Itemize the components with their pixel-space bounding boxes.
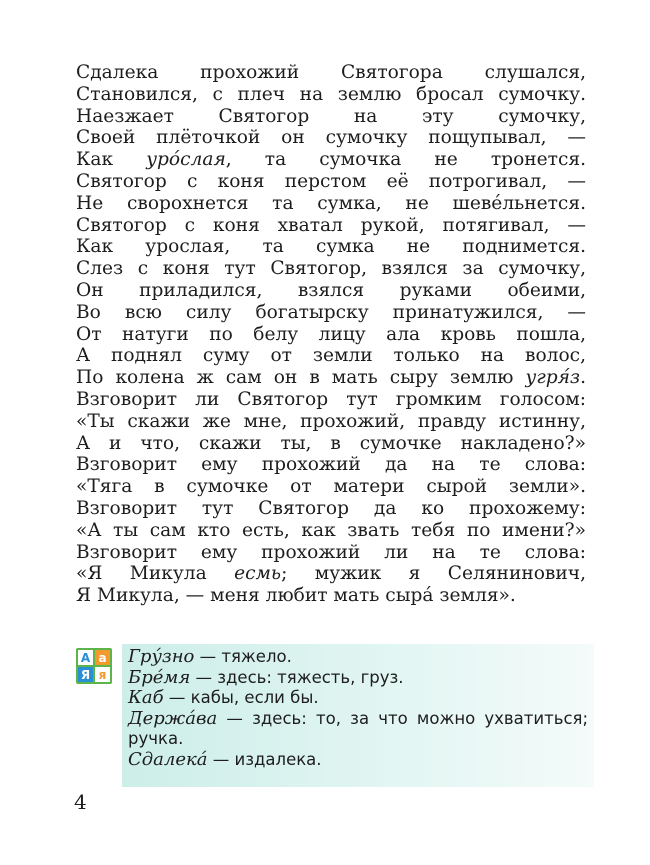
poem-line: Становился, с плеч на землю бросал сумочку.	[76, 83, 586, 105]
poem-line: По колена ж сам он в мать сыру землю угря́з.	[76, 367, 586, 389]
poem-line: Сдалека прохожий Святогора слушался,	[76, 62, 586, 83]
glossary-term: Гру́зно	[128, 646, 195, 667]
poem-line: Как уро́слая, та сумочка не тронется.	[76, 149, 587, 171]
poem-text	[76, 62, 586, 607]
dictionary-icon	[76, 648, 112, 684]
poem-line: Взговорит ему прохожий ли на те слова:	[76, 541, 586, 563]
poem-line: Наезжает Святогор на эту сумочку,	[76, 105, 586, 127]
poem-line: А поднял суму от земли только на волос,	[76, 345, 586, 367]
poem-line: Взговорит тут Святогор да ко прохожему:	[76, 497, 586, 519]
poem-line: А и что, скажи ты, в сумочке накладено?»	[76, 432, 586, 454]
glossary-definition: — тяжело.	[194, 647, 292, 666]
glossary-list	[128, 647, 588, 770]
glossary-item	[128, 668, 588, 689]
poem-line: Я Микула, — меня любит мать сыра́ земля».	[76, 585, 516, 607]
poem-line: «Я Микула есмь; мужик я Селянинович,	[76, 563, 586, 585]
poem-line: Он приладился, взялся руками обеими,	[76, 279, 586, 301]
glossary-item	[128, 709, 588, 750]
poem-line: Святогор с коня перстом её потрогивал, —	[76, 170, 586, 192]
poem-line: «Тяга в сумочке от матери сырой земли».	[76, 476, 586, 498]
glossary-definition: — здесь: тяжесть, груз.	[190, 667, 404, 687]
glossary-term: Сдалека́	[128, 748, 208, 770]
svg-text:Я: Я	[80, 668, 91, 682]
poem-line: Своей плёточкой он сумочку пощупывал, —	[76, 127, 586, 149]
glossary-definition: — издалека.	[207, 749, 322, 769]
glossary-item	[128, 750, 588, 771]
poem-line: «А ты сам кто есть, как звать тебя по имени?»	[76, 519, 586, 541]
glossary-term: Бре́мя	[128, 666, 191, 688]
poem-italic-word: угря́з	[525, 367, 581, 389]
svg-text:а: а	[98, 651, 107, 665]
poem-line: От натуги по белу лицу ала кровь пошла,	[76, 323, 586, 345]
poem-line: Святогор с коня хватал рукой, потягивал, —	[76, 214, 586, 236]
svg-text:я: я	[98, 668, 107, 682]
glossary-term: Держа́ва	[128, 707, 218, 729]
poem-line: «Ты скажи же мне, прохожий, правду истинну,	[76, 410, 586, 432]
glossary-box	[74, 644, 594, 787]
poem-line: Взговорит ему прохожий да на те слова:	[76, 454, 586, 476]
poem-italic-word: уро́слая	[146, 149, 226, 171]
glossary-definition: — кабы, если бы.	[163, 688, 319, 707]
glossary-definition: — здесь: то, за что можно ухватиться; ручка.	[128, 708, 588, 748]
svg-text:А: А	[80, 651, 91, 665]
glossary-term: Каб	[128, 687, 164, 708]
page-number: 4	[74, 790, 87, 814]
glossary-item	[128, 688, 588, 709]
poem-line: Слез с коня тут Святогор, взялся за сумочку,	[76, 258, 586, 280]
poem-line: Во всю силу богатырску принатужился, —	[76, 301, 586, 323]
poem-line: Как урослая, та сумка не поднимется.	[76, 236, 586, 258]
poem-line: Взговорит ли Святогор тут громким голосом:	[76, 388, 586, 410]
poem-line: Не сворохнется та сумка, не шеве́льнется.	[76, 192, 586, 214]
poem-italic-word: есмь	[234, 563, 282, 585]
glossary-item	[128, 647, 588, 668]
